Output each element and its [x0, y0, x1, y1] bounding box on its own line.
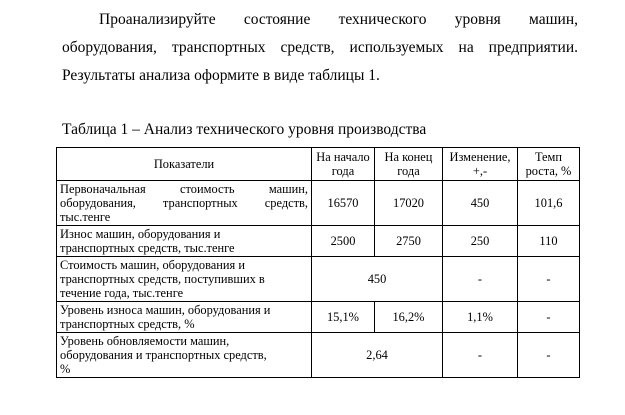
cell-change: 250: [443, 226, 518, 257]
technical-level-table: [56, 147, 580, 378]
row-label-line: транспортных средств, тыс.тенге: [60, 241, 235, 255]
row-label-line: Стоимость машин, оборудования и: [60, 258, 245, 272]
row-label-initial-cost: [57, 181, 312, 226]
row-label-wear-level: [57, 302, 312, 333]
cell-growth: 101,6: [518, 181, 580, 226]
cell-merged-value: 2,64: [312, 333, 443, 378]
cell-growth: 110: [518, 226, 580, 257]
cell-start: 2500: [312, 226, 375, 257]
task-paragraph-line-2: оборудования, транспортных средств, используемых на предприятии.: [62, 39, 578, 56]
table-row: [57, 226, 580, 257]
cell-merged-value: 450: [312, 257, 443, 302]
header-indicator: Показатели: [57, 148, 312, 181]
cell-change: -: [443, 257, 518, 302]
table-row: [57, 257, 580, 302]
task-paragraph: [62, 6, 578, 90]
cell-start: 15,1%: [312, 302, 375, 333]
row-label-line: тыс.тенге: [60, 210, 111, 224]
task-paragraph-line-1: Проанализируйте состояние технического уровня машин,: [99, 11, 578, 28]
table-row: [57, 333, 580, 378]
table-row: [57, 181, 580, 226]
cell-start: 16570: [312, 181, 375, 226]
header-growth-rate: Темп роста, %: [518, 148, 580, 181]
table-header-row: [57, 148, 580, 181]
row-label-line: течение года, тыс.тенге: [60, 286, 184, 300]
cell-change: 1,1%: [443, 302, 518, 333]
cell-growth: -: [518, 257, 580, 302]
row-label-line: %: [60, 362, 71, 376]
header-end-of-year: На конец года: [375, 148, 443, 181]
row-label-line: Износ машин, оборудования и: [60, 227, 221, 241]
row-label-depreciation: [57, 226, 312, 257]
cell-change: -: [443, 333, 518, 378]
table-row: [57, 302, 580, 333]
row-label-line: транспортных средств, %: [60, 317, 195, 331]
cell-end: 2750: [375, 226, 443, 257]
task-paragraph-line-3: Результаты анализа оформите в виде таблицы 1.: [62, 67, 380, 84]
cell-end: 16,2%: [375, 302, 443, 333]
cell-change: 450: [443, 181, 518, 226]
row-label-line: оборудования и транспортных средств,: [60, 348, 267, 362]
row-label-line: оборудования, транспортных средств,: [60, 196, 308, 210]
table-caption: Таблица 1 – Анализ технического уровня производства: [62, 121, 427, 138]
cell-growth: -: [518, 302, 580, 333]
row-label-received-cost: [57, 257, 312, 302]
cell-growth: -: [518, 333, 580, 378]
row-label-line: Уровень износа машин, оборудования и: [60, 303, 271, 317]
row-label-renewal-level: [57, 333, 312, 378]
row-label-line: Уровень обновляемости машин,: [60, 334, 230, 348]
header-start-of-year: На начало года: [312, 148, 375, 181]
cell-end: 17020: [375, 181, 443, 226]
row-label-line: Первоначальная стоимость машин,: [60, 182, 308, 196]
row-label-line: транспортных средств, поступивших в: [60, 272, 265, 286]
header-change: Изменение, +,-: [443, 148, 518, 181]
